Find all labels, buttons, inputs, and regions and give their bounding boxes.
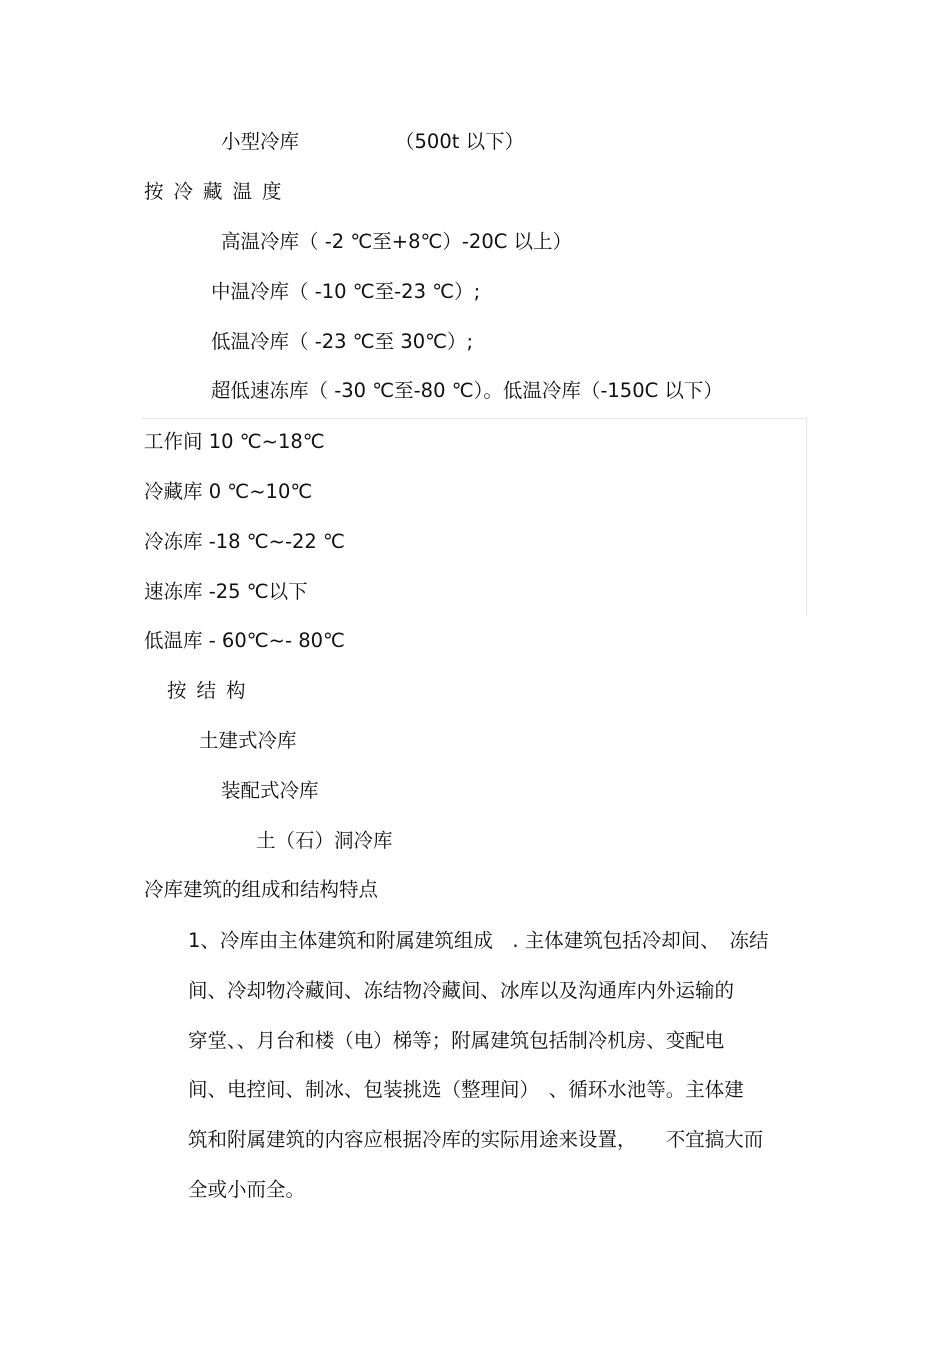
room-cold-storage: 冷藏库 0 ℃~10℃ xyxy=(144,480,313,503)
high-temp-line: 高温冷库（ -2 ℃至+8℃）-20C 以上） xyxy=(221,230,573,253)
civil-cold-storage: 土建式冷库 xyxy=(199,729,297,752)
room-freezer: 冷冻库 -18 ℃~-22 ℃ xyxy=(144,530,345,553)
paragraph-line: 全或小而全。 xyxy=(188,1178,306,1201)
mid-temp-line: 中温冷库（ -10 ℃至-23 ℃）; xyxy=(211,280,481,303)
paragraph-line: 1、冷库由主体建筑和附属建筑组成 . 主体建筑包括冷却间、 冻结 xyxy=(188,929,769,952)
by-structure-heading: 按结构 xyxy=(167,679,256,702)
assembled-cold-storage: 装配式冷库 xyxy=(221,779,319,802)
room-work: 工作间 10 ℃~18℃ xyxy=(144,430,325,453)
small-cold-storage-label: 小型冷库 xyxy=(221,130,300,153)
small-cold-storage-range: （500t 以下） xyxy=(395,130,525,153)
paragraph-line: 间、电控间、制冰、包装挑选（整理间） 、循环水池等。主体建 xyxy=(188,1078,744,1101)
cave-cold-storage: 土（石）洞冷库 xyxy=(256,829,393,852)
room-low-temp: 低温库 - 60℃~- 80℃ xyxy=(144,629,345,652)
paragraph-line: 筑和附属建筑的内容应根据冷库的实际用途来设置， 不宜搞大而 xyxy=(188,1128,764,1151)
room-quick-freeze: 速冻库 -25 ℃以下 xyxy=(144,580,308,603)
paragraph-line: 间、冷却物冷藏间、冻结物冷藏间、冰库以及沟通库内外运输的 xyxy=(188,979,735,1002)
low-temp-line: 低温冷库（ -23 ℃至 30℃）; xyxy=(211,330,474,353)
section-title: 冷库建筑的组成和结构特点 xyxy=(144,878,379,901)
paragraph-line: 穿堂、、月台和楼（电）梯等；附属建筑包括制冷机房、变配电 xyxy=(188,1029,725,1052)
by-temperature-heading: 按冷藏温度 xyxy=(144,180,292,203)
ultra-low-temp-line: 超低速冻库（ -30 ℃至-80 ℃）。低温冷库（-150C 以下） xyxy=(211,379,723,402)
